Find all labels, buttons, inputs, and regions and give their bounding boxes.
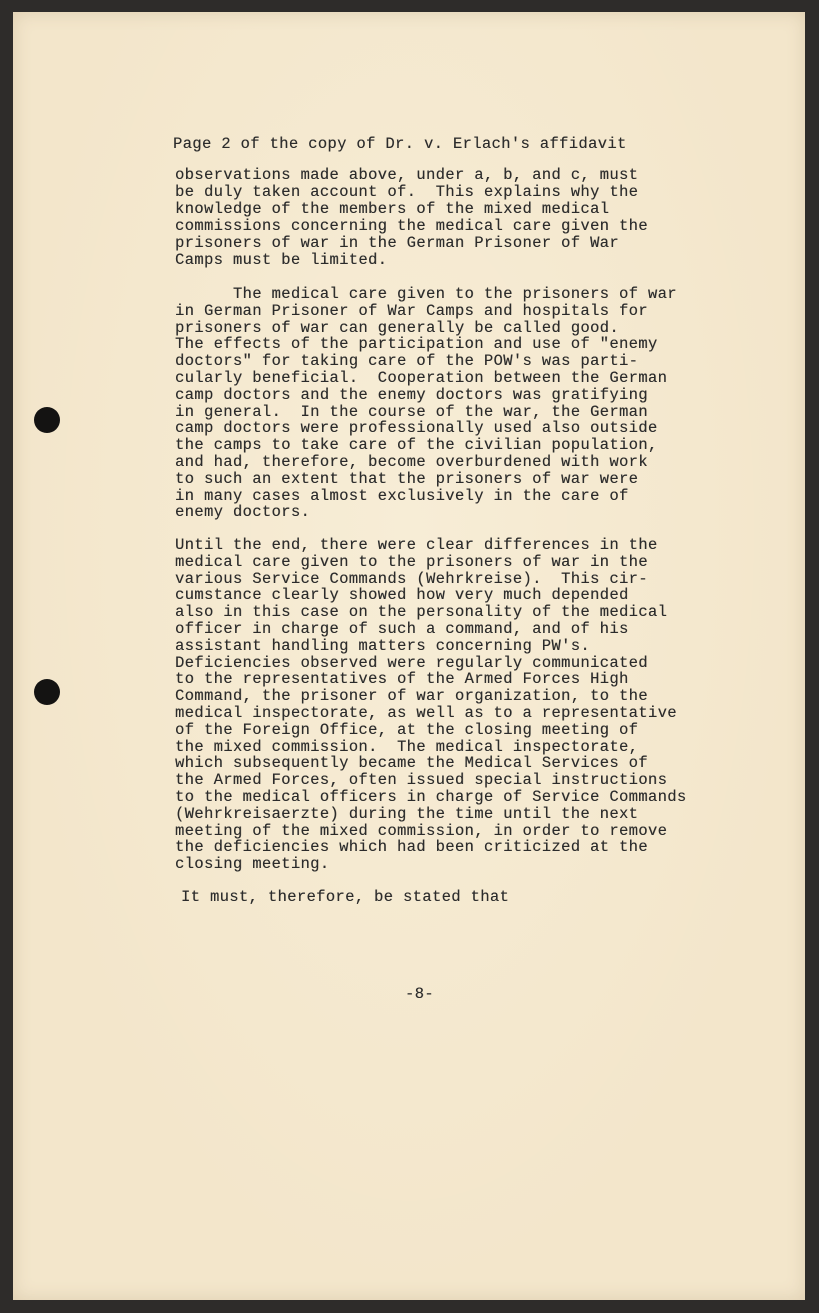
paragraph-service-commands: Until the end, there were clear differences in the medical care given to the prisoners of war in the various Service Commands (Wehrkreise). This cir- cumstance clearly showed how very much depended also in this case on the personality of the medical officer in charge of such a command, and of his assistant handling matters concerning PW's. Deficiencies observed were regularly communicated to the representatives of the Armed Forces High Command, the prisoner of war organization, to the medical inspectorate, as well as to a representative of the Foreign Office, at the closing meeting of the mixed commission. The medical inspectorate, which subsequently became the Medical Services of the Armed Forces, often issued special instructions to the medical officers in charge of Service Commands (Wehrkreisaerzte) during the time until the next meeting of the mixed commission, in order to remove the deficiencies which had been criticized at the closing meeting. <box>175 536 687 874</box>
paragraph-medical-care: The medical care given to the prisoners of war in German Prisoner of War Camps and hospitals for prisoners of war can generally be called good. The effects of the participation and use of "enemy doctors" for taking care of the POW's was parti- cularly beneficial. Cooperation between the German camp doctors and the enemy doctors was gratifying in general. In the course of the war, the German camp doctors were professionally used also outside the camps to take care of the civilian population, and had, therefore, become overburdened with work to such an extent that the prisoners of war were in many cases almost exclusively in the care of enemy doctors. <box>175 285 677 522</box>
punch-hole-bottom <box>34 679 60 705</box>
paragraph-conclusion: It must, therefore, be stated that <box>181 888 510 906</box>
page-number: -8- <box>405 985 434 1003</box>
page-header: Page 2 of the copy of Dr. v. Erlach's affidavit <box>173 135 627 153</box>
paragraph-observations: observations made above, under a, b, and c, must be duly taken account of. This explains why the knowledge of the members of the mixed medical commissions concerning the medical care given the prisoners of war in the German Prisoner of War Camps must be limited. <box>175 166 648 269</box>
punch-hole-top <box>34 407 60 433</box>
document-page <box>13 12 805 1300</box>
